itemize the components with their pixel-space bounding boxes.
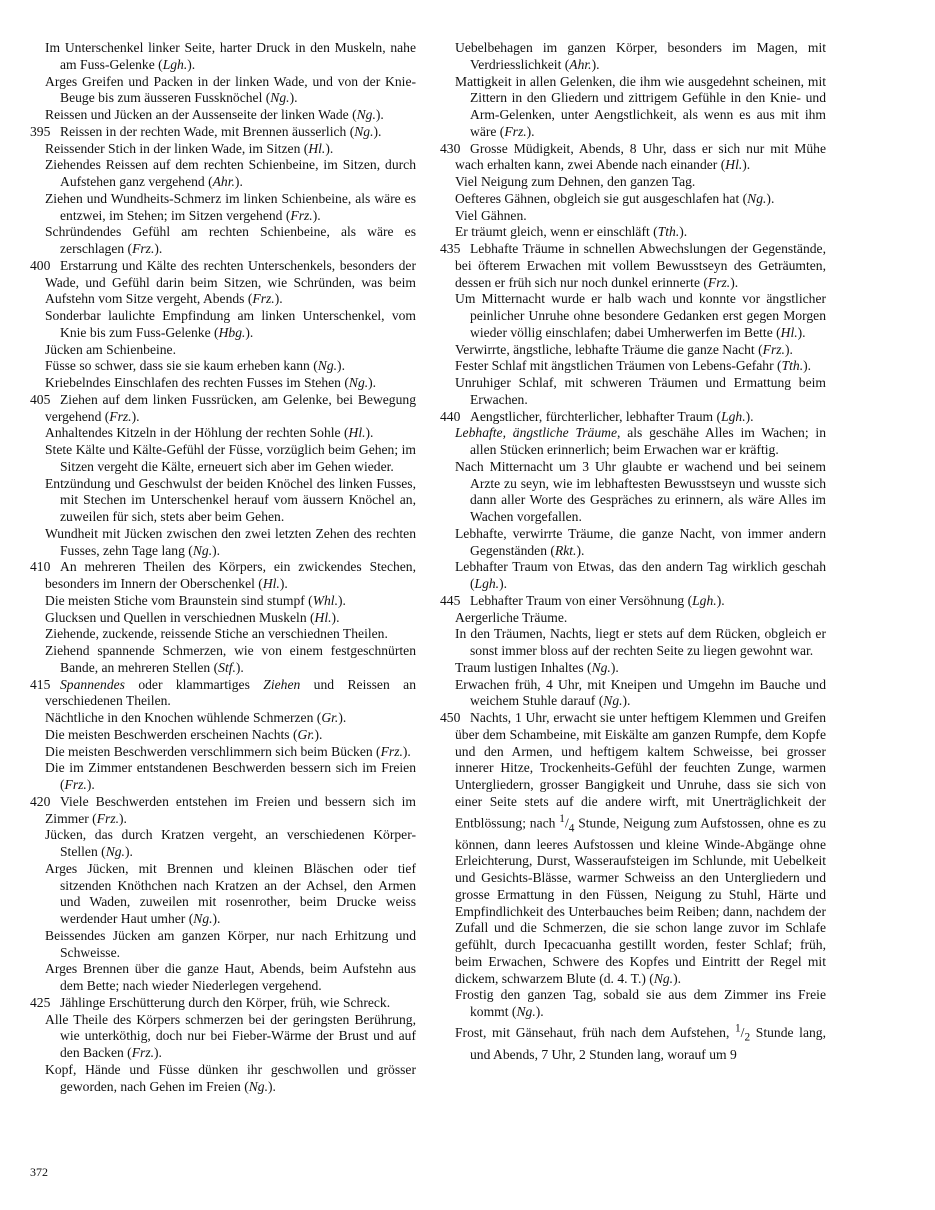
symptom-entry	[440, 677, 826, 711]
entry-text: Die im Zimmer entstandenen Beschwerden bessern sich im Freien (Frz.).	[45, 760, 416, 792]
symptom-entry	[30, 744, 416, 761]
entry-text: Lebhafter Traum von Etwas, das den andern Tag wirklich geschah (Lgh.).	[455, 559, 826, 591]
entry-text: Unruhiger Schlaf, mit schweren Träumen und Ermattung beim Erwachen.	[455, 375, 826, 407]
symptom-entry	[30, 626, 416, 643]
symptom-entry	[30, 40, 416, 74]
symptom-entry	[440, 710, 826, 987]
entry-text: Stete Kälte und Kälte-Gefühl der Füsse, vorzüglich beim Gehen; im Sitzen vergeht die Kälte, erneuert sich aber im Gehen wieder.	[45, 442, 416, 474]
symptom-entry	[440, 526, 826, 560]
symptom-entry	[30, 442, 416, 476]
entry-number: 445	[440, 592, 461, 608]
symptom-entry	[30, 375, 416, 392]
symptom-entry	[30, 861, 416, 928]
symptom-entry	[30, 995, 416, 1012]
symptom-entry	[30, 1012, 416, 1062]
symptom-entry	[440, 987, 826, 1021]
entry-text: Aergerliche Träume.	[455, 609, 568, 625]
symptom-entry	[30, 342, 416, 359]
symptom-entry	[30, 643, 416, 677]
symptom-entry	[440, 409, 826, 426]
entry-text: Sonderbar laulichte Empfindung am linken Unterschenkel, vom Knie bis zum Fuss-Gelenke (Hbg.).	[45, 308, 416, 340]
entry-number: 425	[30, 994, 51, 1010]
symptom-entry	[30, 827, 416, 861]
symptom-entry	[440, 174, 826, 191]
symptom-entry	[30, 124, 416, 141]
symptom-entry	[30, 760, 416, 794]
symptom-entry	[30, 961, 416, 995]
entry-text: Kriebelndes Einschlafen des rechten Fusses im Stehen (Ng.).	[45, 375, 377, 390]
entry-number: 405	[30, 391, 51, 407]
symptom-entry	[440, 660, 826, 677]
entry-text: Reissender Stich in der linken Wade, im Sitzen (Hl.).	[45, 140, 334, 156]
entry-text: Traum lustigen Inhaltes (Ng.).	[455, 659, 619, 675]
symptom-entry	[440, 241, 826, 291]
entry-text: Nächtliche in den Knochen wühlende Schmerzen (Gr.).	[45, 710, 347, 725]
symptom-entry	[440, 593, 826, 610]
entry-text: Grosse Müdigkeit, Abends, 8 Uhr, dass er sich nur mit Mühe wach erhalten kann, zwei Abende nach einander (Hl.).	[455, 140, 826, 173]
entry-text: Glucksen und Quellen in verschiednen Muskeln (Hl.).	[45, 609, 340, 625]
symptom-entry	[440, 1021, 826, 1064]
entry-number: 395	[30, 123, 51, 139]
entry-text: Lebhafte, ängstliche Träume, als geschähe Alles im Wachen; in allen Stücken erinnerlich; beim Erwachen war er kräftig.	[455, 425, 827, 457]
symptom-entry	[30, 677, 416, 711]
entry-text: Erstarrung und Kälte des rechten Unterschenkels, besonders der Wade, und Gefühl darin beim Sitzen, wie Schründen, was beim Aufstehn vom Sitze vergeht, Abends (Frz.).	[45, 257, 416, 307]
symptom-entry	[440, 358, 826, 375]
entry-text: Mattigkeit in allen Gelenken, die ihm wie ausgedehnt scheinen, mit Zittern in den Gliedern und zittrigem Gefühle in den Knie- und Arm-Gelenken, unter Aengstlichkeit, als wenn es aus mit ihm wäre (Frz.).	[455, 73, 826, 139]
entry-text: Anhaltendes Kitzeln in der Höhlung der rechten Sohle (Hl.).	[45, 425, 374, 441]
symptom-entry	[440, 208, 826, 225]
symptom-entry	[30, 425, 416, 442]
symptom-entry	[440, 141, 826, 175]
symptom-entry	[440, 224, 826, 241]
entry-text: Arges Jücken, mit Brennen und kleinen Bläschen oder tief sitzenden Knöthchen nach Kratzen an der Achsel, den Armen und Waden, zuweilen mit rosenrother, beim Drucke weiss werdender Haut umher (Ng.).	[45, 860, 416, 926]
entry-text: Lebhafter Traum von einer Versöhnung (Lgh.).	[470, 592, 725, 608]
entry-number: 400	[30, 257, 51, 273]
entry-text: Die meisten Beschwerden verschlimmern sich beim Bücken (Frz.).	[45, 743, 411, 759]
entry-number: 430	[440, 140, 461, 156]
entry-text: Ziehen und Wundheits-Schmerz im linken Schienbeine, als wäre es entzwei, im Stehen; im Sitzen vergehend (Frz.).	[45, 190, 416, 223]
symptom-entry	[30, 476, 416, 526]
symptom-entry	[440, 559, 826, 593]
symptom-entry	[30, 593, 416, 610]
entry-text: Alle Theile des Körpers schmerzen bei der geringsten Berührung, wie unterköthig, doch nur bei Fieber-Wärme der Brust und auf den Backen (Frz.).	[45, 1011, 416, 1060]
entry-text: Nach Mitternacht um 3 Uhr glaubte er wachend und bei seinem Arzte zu seyn, wie im lebhaftesten Bewusstseyn und wusste sich dann aller Worte des Gespräches zu erinnern, als wäre Alles im Wachen vorgefallen.	[455, 458, 826, 524]
symptom-entry	[30, 928, 416, 962]
entry-text: Um Mitternacht wurde er halb wach und konnte vor ängstlicher peinlicher Unruhe ohne besondere Gedanken erst gegen Morgen wieder völlig einschlafen; dabei Umherwerfen im Bette (Hl.).	[455, 291, 826, 340]
entry-text: Erwachen früh, 4 Uhr, mit Kneipen und Umgehn im Bauche und weichem Stuhle darauf (Ng.).	[455, 676, 826, 709]
symptom-entry	[30, 727, 416, 744]
symptom-entry	[30, 157, 416, 191]
symptom-entry	[440, 626, 826, 660]
entry-text: Reissen in der rechten Wade, mit Brennen äusserlich (Ng.).	[60, 123, 382, 139]
symptom-entry	[30, 794, 416, 828]
entry-text: Oefteres Gähnen, obgleich sie gut ausgeschlafen hat (Ng.).	[455, 190, 775, 206]
entry-text: Beissendes Jücken am ganzen Körper, nur nach Erhitzung und Schweisse.	[45, 927, 416, 960]
entry-text: Die meisten Beschwerden erscheinen Nachts (Gr.).	[45, 726, 323, 742]
entry-text: Entzündung und Geschwulst der beiden Knöchel des linken Fusses, mit Stechen im Unterschenkel herauf vom äussern Knöchel an, zuweilen für sich, stets aber beim Gehen.	[45, 475, 416, 524]
entry-text: Jücken am Schienbeine.	[45, 341, 176, 357]
entry-text: Ziehende, zuckende, reissende Stiche an verschiednen Theilen.	[45, 626, 388, 642]
entry-number: 415	[30, 676, 51, 692]
entry-number: 420	[30, 793, 51, 809]
entry-text: Schründendes Gefühl am rechten Schienbeine, als wäre es zerschlagen (Frz.).	[45, 224, 416, 256]
entry-text: Viele Beschwerden entstehen im Freien und bessern sich im Zimmer (Frz.).	[45, 793, 416, 826]
entry-text: Uebelbehagen im ganzen Körper, besonders im Magen, mit Verdriesslichkeit (Ahr.).	[455, 40, 826, 72]
symptom-entry	[30, 526, 416, 560]
entry-number: 410	[30, 559, 51, 575]
entry-text: Die meisten Stiche vom Braunstein sind stumpf (Whl.).	[45, 592, 346, 608]
symptom-entry	[30, 392, 416, 426]
entry-text: Ziehen auf dem linken Fussrücken, am Gelenke, bei Bewegung vergehend (Frz.).	[45, 391, 416, 424]
entry-text: Ziehendes Reissen auf dem rechten Schienbeine, im Sitzen, durch Aufstehen ganz vergehend (Ahr.).	[45, 157, 416, 189]
symptom-entry	[440, 191, 826, 208]
entry-text: Ziehend spannende Schmerzen, wie von einem festgeschnürten Bande, an mehreren Stellen (Stf.).	[45, 643, 416, 675]
symptom-entry	[440, 291, 826, 341]
entry-text: Reissen und Jücken an der Aussenseite der linken Wade (Ng.).	[45, 107, 384, 122]
symptom-entry	[30, 224, 416, 258]
entry-text: An mehreren Theilen des Körpers, ein zwickendes Stechen, besonders im Innern der Oberschenkel (Hl.).	[45, 559, 416, 591]
entry-text: Fester Schlaf mit ängstlichen Träumen von Lebens-Gefahr (Tth.).	[455, 358, 812, 374]
symptom-entry	[440, 74, 826, 141]
entry-text: Im Unterschenkel linker Seite, harter Druck in den Muskeln, nahe am Fuss-Gelenke (Lgh.).	[45, 40, 416, 72]
entry-text: Frostig den ganzen Tag, sobald sie aus dem Zimmer ins Freie kommt (Ng.).	[455, 987, 826, 1019]
symptom-entry	[30, 107, 416, 124]
symptom-entry	[30, 141, 416, 158]
symptom-entry	[30, 610, 416, 627]
entry-text: Spannendes oder klammartiges Ziehen und Reissen an verschiedenen Theilen.	[45, 676, 416, 709]
entry-text: Füsse so schwer, dass sie sie kaum erheben kann (Ng.).	[45, 358, 345, 374]
symptom-entry	[440, 425, 826, 459]
symptom-entry	[440, 375, 826, 409]
entry-text: In den Träumen, Nachts, liegt er stets auf dem Rücken, obgleich er sonst immer bloss auf der rechten Seite zu liegen gewohnt war.	[455, 626, 826, 658]
left-column	[30, 40, 416, 1095]
entry-text: Aengstlicher, fürchterlicher, lebhafter Traum (Lgh.).	[470, 408, 754, 424]
symptom-entry	[30, 258, 416, 308]
entry-text: Jählinge Erschütterung durch den Körper, früh, wie Schreck.	[60, 994, 391, 1010]
entry-text: Lebhafte, verwirrte Träume, die ganze Nacht, von immer andern Gegenständen (Rkt.).	[455, 525, 826, 558]
symptom-entry	[30, 710, 416, 727]
entry-text: Kopf, Hände und Füsse dünken ihr geschwollen und grösser geworden, nach Gehen im Freien (Ng.).	[45, 1061, 416, 1094]
entry-text: Arges Brennen über die ganze Haut, Abends, beim Aufstehn aus dem Bette; nach wieder Niederlegen vergehend.	[45, 961, 416, 993]
symptom-entry	[30, 74, 416, 108]
entry-text: Jücken, das durch Kratzen vergeht, an verschiedenen Körper-Stellen (Ng.).	[45, 827, 416, 859]
symptom-entry	[440, 40, 826, 74]
entry-text: Frost, mit Gänsehaut, früh nach dem Aufstehen, $^1/_2$ Stunde lang, und Abends, 7 Uhr, 2 Stunden lang, worauf um 9	[455, 1022, 826, 1062]
entry-number: 440	[440, 408, 461, 424]
symptom-entry	[30, 358, 416, 375]
symptom-entry	[440, 610, 826, 627]
page-number: 372	[30, 1165, 48, 1179]
symptom-entry	[30, 191, 416, 225]
entry-text: Verwirrte, ängstliche, lebhafte Träume die ganze Nacht (Frz.).	[455, 341, 793, 357]
entry-number: 450	[440, 710, 461, 725]
symptom-entry	[30, 308, 416, 342]
entry-number: 435	[440, 241, 461, 256]
right-column	[440, 40, 826, 1064]
entry-text: Arges Greifen und Packen in der linken Wade, und von der Knie-Beuge bis zum äusseren Fussknöchel (Ng.).	[45, 73, 416, 106]
entry-text: Viel Gähnen.	[455, 207, 527, 223]
entry-text: Lebhafte Träume in schnellen Abwechslungen der Gegenstände, bei öfterem Erwachen mit vollem Bewusstseyn des Geträumten, dessen er früh sich nur noch dunkel erinnerte (Frz.).	[455, 241, 826, 290]
entry-text: Wundheit mit Jücken zwischen den zwei letzten Zehen des rechten Fusses, zehn Tage lang (Ng.).	[45, 525, 416, 558]
symptom-entry	[440, 459, 826, 526]
symptom-entry	[30, 1062, 416, 1096]
entry-text: Viel Neigung zum Dehnen, den ganzen Tag.	[455, 174, 696, 189]
symptom-entry	[30, 559, 416, 593]
entry-text: Nachts, 1 Uhr, erwacht sie unter heftigem Klemmen und Greifen über dem Schambeine, mit Eiskälte am ganzen Rumpfe, dem Kopfe und den Armen, und heftigem kaltem Schweisse, bei grosser innerer Hitze, Trockenheits-Gefühl der feuchten Zunge, warmen Untergliedern, grosser Bangigkeit und Unruhe, dass sie sich von einer Seite stets auf die andere wirft, mit Unerträglichkeit der Entblössung; nach $^1/_4$ Stunde, Neigung zum Aufstossen, ohne es zu können, dann leeres Aufstossen und kleine Winde-Abgänge ohne Erleichterung, Durst, Wasseraufsteigen im Schlunde, mit Uebelkeit und Gesichts-Blässe, warmer Schweiss an den Untergliedern und grosse Ermattung in den Füssen, Neigung zu Stuhl, Härte und Empfindlichkeit des Unterbauches beim Reiben; dann, nachdem der Zufall und die Schmerzen, die sie schon lange zuvor im Schlafe gefühlt, durch Ipecacuanha gestillt worden, fester Schlaf; früh, beim Erwachen, Schwere des Kopfes und Eintritt der Regel mit dickem, schwarzem Blute (d. 4. T.) (Ng.).	[455, 710, 826, 986]
entry-text: Er träumt gleich, wenn er einschläft (Tth.).	[455, 224, 688, 240]
symptom-entry	[440, 342, 826, 359]
